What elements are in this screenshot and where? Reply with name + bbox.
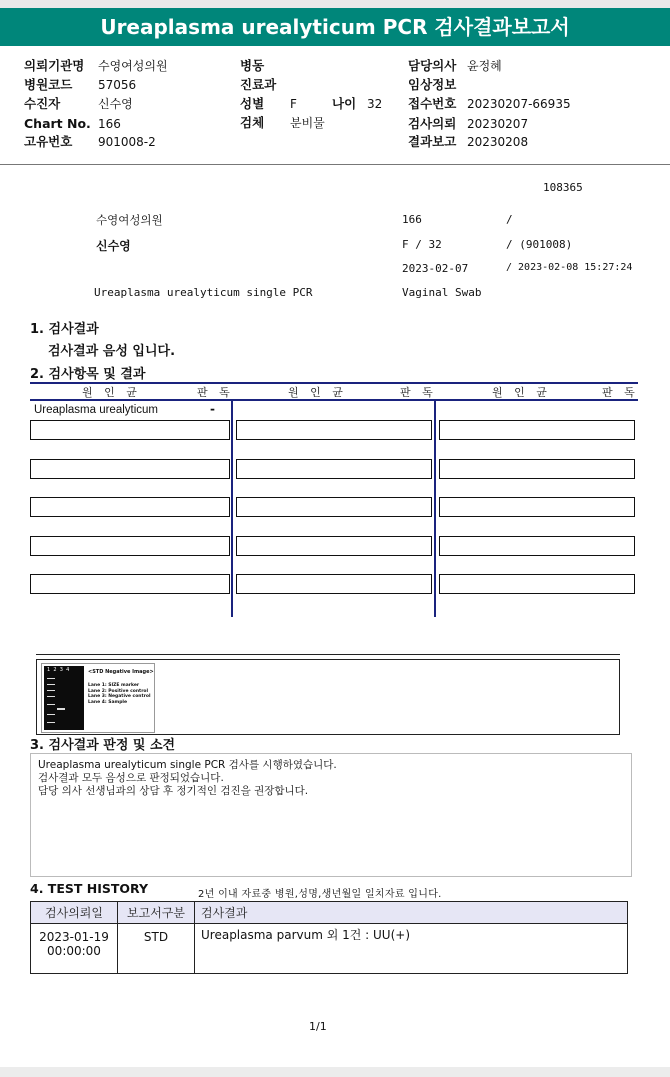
summary-test: Ureaplasma urealyticum single PCR xyxy=(94,286,313,299)
report-id: 108365 xyxy=(543,181,583,194)
patient-label: 수진자 xyxy=(24,96,61,111)
col-result-1: 판 독 xyxy=(197,386,234,399)
history-row xyxy=(31,924,628,974)
result-cell xyxy=(439,497,635,517)
age-label: 나이 xyxy=(332,96,357,111)
sex-label: 성별 xyxy=(240,96,265,111)
result-cell xyxy=(30,536,230,556)
gel-top-line xyxy=(36,654,620,655)
gel-band xyxy=(47,696,55,697)
gel-band xyxy=(47,690,55,691)
summary-specimen: Vaginal Swab xyxy=(402,286,482,299)
age-value: 32 xyxy=(367,97,383,111)
gel-legend-item: Lane 2: Positive control xyxy=(88,688,149,694)
result-cell xyxy=(30,420,230,440)
gel-box xyxy=(36,659,620,735)
section1-title: 1. 검사결과 xyxy=(30,322,99,337)
bottom-bar xyxy=(0,1067,670,1077)
section3-title: 3. 검사결과 판정 및 소견 xyxy=(30,738,176,753)
summary-sex-age: F / 32 xyxy=(402,238,442,251)
summary-chart: 166 xyxy=(402,213,422,226)
column-divider xyxy=(231,399,233,617)
history-header-row xyxy=(31,902,628,924)
result-cell xyxy=(30,574,230,594)
ward-label: 병동 xyxy=(240,58,265,73)
opinion-line: Ureaplasma urealyticum single PCR 검사를 시행하였습니다. xyxy=(38,759,337,771)
hospital-code-value: 57056 xyxy=(98,78,137,92)
summary-date2: / 2023-02-08 15:27:24 xyxy=(506,262,633,273)
opinion-text xyxy=(38,759,337,798)
clinical-label: 임상정보 xyxy=(408,77,457,92)
result-cell xyxy=(30,497,230,517)
column-divider xyxy=(434,399,436,617)
gel-lanes xyxy=(44,666,84,730)
dept-label: 진료과 xyxy=(240,77,277,92)
request-label: 검사의뢰 xyxy=(408,116,457,131)
unique-value: 901008-2 xyxy=(98,135,156,149)
result-cell xyxy=(236,536,432,556)
gel-band xyxy=(57,708,65,710)
institution-value: 수영여성의원 xyxy=(98,59,168,73)
opinion-line: 검사결과 모두 음성으로 판정되었습니다. xyxy=(38,772,224,784)
report-title: Ureaplasma urealyticum PCR 검사결과보고서 xyxy=(0,8,670,46)
section1-text: 검사결과 음성 입니다. xyxy=(48,344,176,359)
gel-legend xyxy=(88,683,151,705)
organism-result: - xyxy=(210,402,215,416)
doctor-label: 담당의사 xyxy=(408,58,457,73)
patient-value: 신수영 xyxy=(98,97,133,111)
top-border xyxy=(0,0,670,8)
history-date: 2023-01-19 xyxy=(39,930,109,944)
col-organism-1: 원 인 균 xyxy=(82,386,141,399)
gel-band xyxy=(47,678,55,679)
hospital-code-label: 병원코드 xyxy=(24,77,73,92)
receipt-label: 접수번호 xyxy=(408,96,457,111)
result-cell xyxy=(236,497,432,517)
result-cell xyxy=(30,459,230,479)
history-table xyxy=(30,901,628,974)
history-time: 00:00:00 xyxy=(47,944,101,958)
gel-legend-item: Lane 4: Sample xyxy=(88,699,128,705)
opinion-box xyxy=(30,753,632,877)
gel-caption: <STD Negative Image> xyxy=(88,669,154,675)
result-cell xyxy=(439,536,635,556)
specimen-value: 분비물 xyxy=(290,116,325,130)
report-value: 20230208 xyxy=(467,135,529,149)
gel-band xyxy=(47,684,55,685)
receipt-value: 20230207-66935 xyxy=(467,97,571,111)
summary-slash: / xyxy=(506,213,513,226)
result-cell xyxy=(439,420,635,440)
unique-label: 고유번호 xyxy=(24,134,73,149)
section4-title: 4. TEST HISTORY xyxy=(30,881,149,896)
sex-value: F xyxy=(290,97,297,111)
section2-title: 2. 검사항목 및 결과 xyxy=(30,367,146,382)
col-result-2: 판 독 xyxy=(400,386,437,399)
gel-image xyxy=(41,663,155,733)
gel-band xyxy=(47,722,55,723)
result-cell xyxy=(439,574,635,594)
result-cell xyxy=(439,459,635,479)
report-label: 결과보고 xyxy=(408,134,457,149)
summary-date1: 2023-02-07 xyxy=(402,262,469,275)
result-cell xyxy=(236,574,432,594)
history-date-cell xyxy=(31,924,118,974)
doctor-value: 윤정혜 xyxy=(467,59,502,73)
history-result: Ureaplasma parvum 외 1건 : UU(+) xyxy=(195,924,628,974)
history-col-type: 보고서구분 xyxy=(118,902,195,924)
result-cell xyxy=(236,420,432,440)
gel-lane-numbers: 1 2 3 4 xyxy=(47,667,70,673)
col-result-3: 판 독 xyxy=(602,386,639,399)
opinion-line: 담당 의사 선생님과의 상담 후 정기적인 검진을 권장합니다. xyxy=(38,785,309,797)
history-col-date: 검사의뢰일 xyxy=(31,902,118,924)
organism-name: Ureaplasma urealyticum xyxy=(34,404,158,416)
gel-band xyxy=(47,704,55,705)
history-type: STD xyxy=(118,924,195,974)
specimen-label: 검체 xyxy=(240,115,265,130)
col-organism-2: 원 인 균 xyxy=(288,386,347,399)
gel-legend-item: Lane 3: Negative control xyxy=(88,694,151,699)
chart-label: Chart No. xyxy=(24,116,91,131)
summary-patient: 신수영 xyxy=(96,239,131,253)
summary-clinic: 수영여성의원 xyxy=(96,213,163,227)
history-note: 2년 이내 자료중 병원,성명,생년월일 일치자료 입니다. xyxy=(198,889,442,900)
summary-reg: / (901008) xyxy=(506,238,573,251)
institution-label: 의뢰기관명 xyxy=(24,58,85,73)
page-number: 1/1 xyxy=(309,1020,327,1033)
chart-value: 166 xyxy=(98,117,121,131)
request-value: 20230207 xyxy=(467,117,529,131)
result-cell xyxy=(236,459,432,479)
gel-legend-item: Lane 1: SIZE marker xyxy=(88,683,140,688)
history-col-result: 검사결과 xyxy=(195,902,628,924)
col-organism-3: 원 인 균 xyxy=(492,386,551,399)
gel-band xyxy=(47,714,55,715)
info-divider xyxy=(0,164,670,165)
